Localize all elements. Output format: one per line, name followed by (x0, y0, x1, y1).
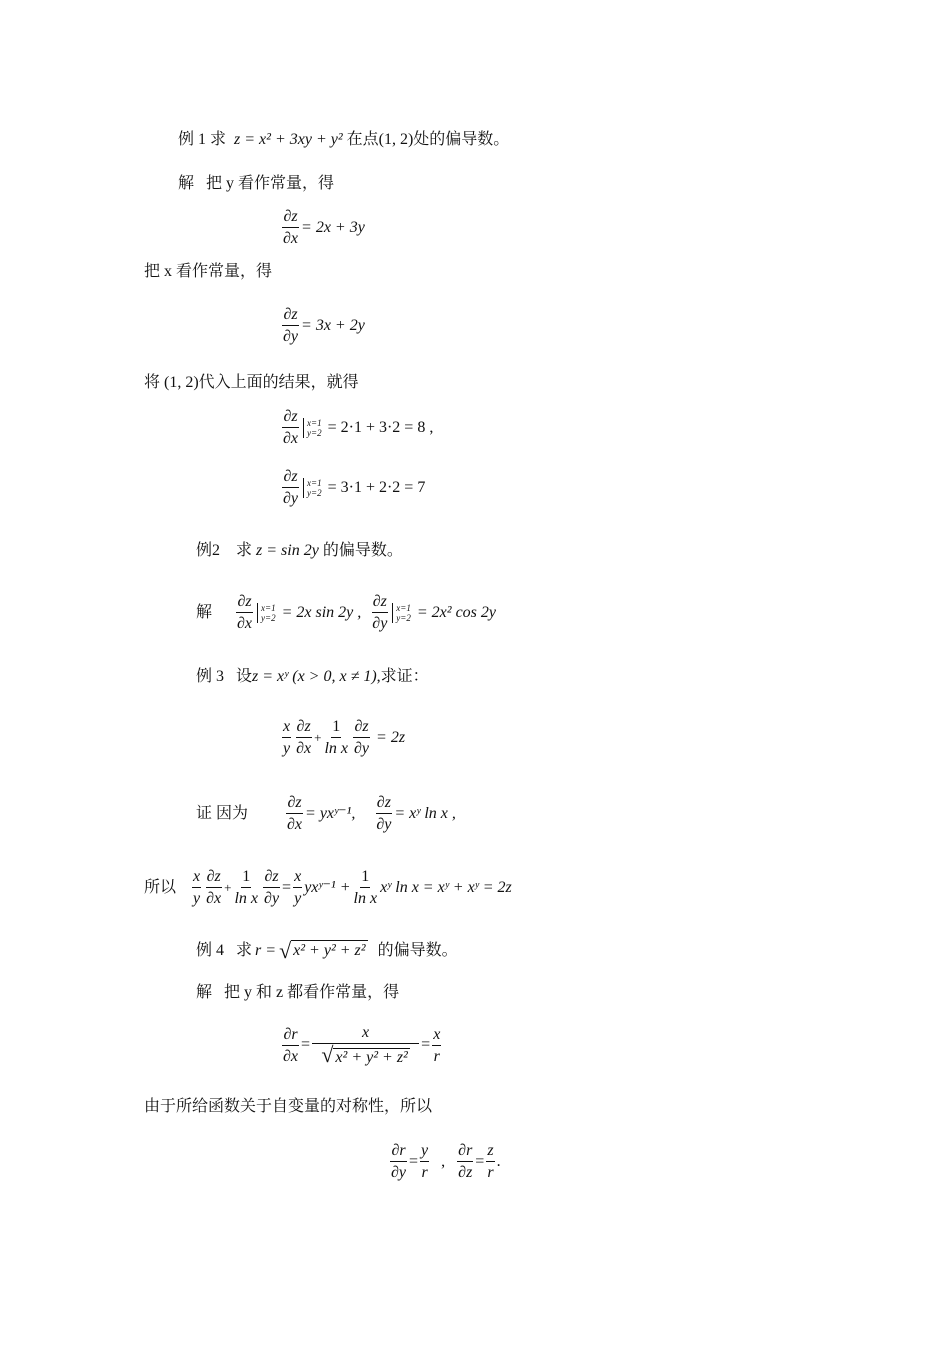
fraction: $\frac{\partial z}{\partial y}$ (372, 593, 388, 632)
ex3-conclusion: 所以 $\frac{x}{y}$ $\frac{\partial z}{\partial x}$ + $\frac{1}{\text{ln x}}$ $\frac{\partial z}{\partial y}$ = $\frac{x}{y}$ yxʸ⁻¹ + $\frac{1}{\text{ln x}}$ xʸ ln x = xʸ + xʸ = 2z (144, 868, 512, 907)
fraction: $\frac{x}{y}$ (283, 718, 291, 757)
fraction: $\frac{x}{y}$ (193, 868, 201, 907)
fraction: $\frac{\partial z}{\partial x}$ (237, 593, 253, 632)
ex2-solution: 解 $\frac{\partial z}{\partial x}$ x=1 y=2 = 2x sin 2y , $\frac{\partial z}{\partial y}$ x=1 y=2 = 2x² cos 2y (196, 593, 496, 632)
evaluation-bar: x=1 y=2 (392, 603, 411, 623)
fraction: $\frac{y}{r}$ (421, 1142, 429, 1181)
evaluation-bar: x=1 y=2 (303, 478, 322, 498)
evaluation-bar: x=1 y=2 (257, 603, 276, 623)
fraction: $\frac{\partial z}{\partial x}$ (287, 794, 303, 833)
ex4-statement: 例 4 求 r = √ x² + y² + z² 的偏导数。 (196, 938, 458, 963)
ex1-eval-y: $\frac{\partial z}{\partial y}$ x=1 y=2 = 3·1 + 2·2 = 7 (283, 468, 426, 507)
ex4-other-partials: $\frac{\partial r}{\partial y}$ = $\frac{y}{r}$ , $\frac{\partial r}{\partial z}$ = $\frac{z}{r}$ . (391, 1142, 501, 1181)
fraction: $\frac{\partial r}{\partial y}$ (391, 1142, 407, 1181)
evaluation-bar: x=1 y=2 (303, 418, 322, 438)
fraction: $\frac{z}{r}$ (487, 1142, 494, 1181)
fraction: $\frac{1}{\text{ln x}}$ (353, 868, 378, 907)
ex1-text2: 把 x 看作常量，得 (144, 263, 273, 280)
fraction: $\frac{x}{\text{√ x² + y² + z²}}$ (312, 1022, 419, 1068)
fraction: $\frac{x}{y}$ (294, 868, 302, 907)
ex2-statement: 例2 求 z = sin 2y 的偏导数。 (196, 542, 403, 559)
fraction: $\frac{\partial z}{\partial x}$ (283, 408, 299, 447)
ex1-statement: 例 1 求 z = x² + 3xy + y² 在点(1, 2)处的偏导数。 (178, 131, 510, 148)
ex1-eval-x: $\frac{\partial z}{\partial x}$ x=1 y=2 = 2·1 + 3·2 = 8 , (283, 408, 434, 447)
fraction: $\frac{\partial z}{\partial y}$ (376, 794, 392, 833)
ex3-statement: 例 3 设z = xʸ (x > 0, x ≠ 1),求证： (196, 668, 429, 685)
fraction: $\frac{\partial z}{\partial y}$ (283, 468, 299, 507)
fraction: $\frac{1}{\text{ln x}}$ (324, 718, 349, 757)
ex4-symmetry-text: 由于所给函数关于自变量的对称性，所以 (144, 1098, 433, 1115)
fraction: $\frac{\partial r}{\partial z}$ (458, 1142, 473, 1181)
ex4-solution-intro: 解 把 y 和 z 都看作常量，得 (196, 984, 400, 1001)
fraction: $\frac{\partial z}{\partial y}$ (283, 306, 299, 345)
ex3-proof: 证 因为 $\frac{\partial z}{\partial x}$ = yxʸ⁻¹, $\frac{\partial z}{\partial y}$ = xʸ ln x , (196, 794, 456, 833)
fraction: $\frac{\partial r}{\partial x}$ (283, 1025, 299, 1065)
ex4-drdx: $\frac{\partial r}{\partial x}$ = $\frac{x}{\text{√ x² + y² + z²}}$ = $\frac{x}{r}$ (283, 1024, 441, 1067)
ex1-function: z = x² + 3xy + y² (234, 131, 343, 148)
fraction: $\frac{\partial z}{\partial y}$ (264, 868, 280, 907)
fraction: $\frac{\partial z}{\partial y}$ (354, 718, 370, 757)
fraction: $\frac{x}{r}$ (433, 1025, 441, 1065)
square-root: √ x² + y² + z² (279, 938, 366, 963)
ex1-dzdx: $\frac{\partial z}{\partial x}$ = 2x + 3y (283, 208, 365, 247)
ex1-solution-intro: 解 把 y 看作常量，得 (178, 175, 335, 192)
ex1-text3: 将 (1, 2)代入上面的结果，就得 (144, 374, 359, 391)
fraction: $\frac{\partial z}{\partial x}$ (206, 868, 222, 907)
fraction: $\frac{1}{\text{ln x}}$ (234, 868, 259, 907)
square-root: √ x² + y² + z² (321, 1042, 408, 1067)
ex3-goal: $\frac{x}{y}$ $\frac{\partial z}{\partial x}$ + $\frac{1}{\text{ln x}}$ $\frac{\partial z}{\partial y}$ = 2z (283, 718, 406, 757)
fraction: $\frac{\partial z}{\partial x}$ (283, 208, 299, 247)
fraction: $\frac{\partial z}{\partial x}$ (296, 718, 312, 757)
ex1-dzdy: $\frac{\partial z}{\partial y}$ = 3x + 2y (283, 306, 365, 345)
